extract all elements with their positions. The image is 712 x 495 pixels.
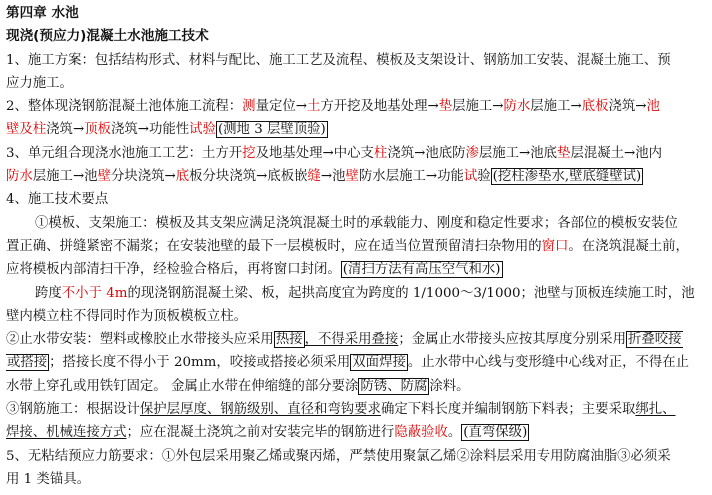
- text-segment: 。止水带中心线与变形缝中心线对正，不得在止: [407, 355, 690, 371]
- text-segment: 层混凝土→池内: [570, 145, 663, 161]
- text-segment: 2、整体现浇钢筋混凝土池体施工流程：: [6, 99, 243, 115]
- red-keyword: 试验: [189, 122, 216, 138]
- item-2-line-1: [6, 95, 706, 118]
- mnemonic-box: (挖柱渗垫水,壁底缝壁试): [492, 169, 642, 185]
- text-segment: ；搭接长度不得小于 20mm，咬接或搭接必须采用: [49, 355, 351, 371]
- item-3-line-1: [6, 142, 706, 165]
- waterstop-line-3: [6, 375, 706, 398]
- text-segment: 板分块浇筑→底板嵌: [189, 169, 308, 185]
- item-4-heading: 4、施工技术要点: [6, 192, 109, 208]
- text-segment: 层施工→池底: [478, 145, 558, 161]
- chapter-title: 第四章 水池: [6, 5, 79, 21]
- text-segment: 层施工→: [530, 99, 582, 115]
- red-keyword: 窗口: [541, 238, 569, 254]
- red-keyword: 试: [463, 169, 478, 185]
- text-segment: 浇筑→池底防: [387, 145, 466, 161]
- underlined-term: ，不得采用叠接: [304, 332, 399, 348]
- red-keyword: 壁及柱: [6, 122, 47, 138]
- red-keyword: 隐蔽验收: [394, 425, 448, 441]
- text-segment: 涂料。: [429, 378, 470, 394]
- red-keyword: 垫: [557, 145, 571, 161]
- text-segment: 量定位→: [255, 99, 307, 115]
- text-segment: 。在浇筑混凝土前，: [568, 238, 689, 254]
- red-keyword: 防水: [503, 99, 531, 115]
- red-keyword: 底板: [581, 99, 609, 115]
- rebar-line-2: [6, 421, 706, 444]
- item-1-line-2: 应力施工。: [6, 75, 73, 91]
- text-segment: 分块浇筑→: [110, 169, 176, 185]
- item-5-line-2: 用 1 类锚具。: [6, 471, 90, 487]
- formwork-line-4: [6, 282, 706, 305]
- item-3-line-2: [6, 165, 706, 188]
- text-segment: 浇筑→功能性: [110, 122, 190, 138]
- red-keyword: 垫: [438, 99, 453, 115]
- text-segment: 防水层施工→功能: [358, 169, 464, 185]
- underlined-term: 绑扎、: [635, 402, 676, 418]
- text-segment: 及地基处理→中心支: [255, 145, 374, 161]
- text-segment: ；应在混凝土浇筑之前对安装完毕的钢筋进行: [126, 425, 395, 441]
- text-segment: ②止水带安装：塑料或橡胶止水带接头应采用: [6, 332, 274, 348]
- text-segment: 确定下料长度并编制钢筋下料表；主要采取: [380, 402, 636, 418]
- item-2-line-2: [6, 118, 706, 141]
- red-keyword: 壁: [97, 169, 111, 185]
- boxed-term: 防锈、防腐: [360, 378, 428, 394]
- text-segment: 置正确、拼缝紧密不漏浆；在安装池壁的最下一层模板时，应在适当位置预留清扫杂物用的: [6, 238, 542, 254]
- text-segment: ③钢筋施工：根据设计: [6, 402, 140, 418]
- red-keyword: 不小于 4m: [61, 285, 128, 301]
- rebar-line-1: [6, 398, 706, 421]
- text-segment: 浇筑→: [46, 122, 85, 138]
- formwork-line-2: [6, 235, 706, 258]
- text-segment: 3、单元组合现浇水池施工工艺：土方开: [6, 145, 243, 161]
- text-segment: 跨度: [35, 285, 62, 301]
- red-keyword: 防水: [6, 169, 33, 185]
- boxed-term: 或搭接: [7, 355, 48, 371]
- red-keyword: 缝: [307, 169, 321, 185]
- red-keyword: 柱: [373, 145, 388, 161]
- section-title: 现浇(预应力)混凝土水池施工技术: [6, 28, 209, 45]
- waterstop-line-2: [6, 351, 706, 374]
- boxed-term: 热接: [275, 332, 303, 348]
- text-segment: 应将模板内部清扫干净，经检验合格后，再将窗口封闭。: [6, 262, 341, 278]
- text-segment: 方开挖及地基处理→: [320, 99, 439, 115]
- text-segment: 层施工→: [452, 99, 504, 115]
- item-5-line-1: 5、无粘结预应力筋要求：①外包层采用聚乙烯或聚丙烯，严禁使用聚氯乙烯②涂料层采用专用防腐油脂③必须采: [6, 448, 671, 464]
- text-segment: 浇筑→: [608, 99, 647, 115]
- formwork-line-3: [6, 258, 706, 281]
- mnemonic-box: (测地 3 层壁顶验): [217, 122, 326, 138]
- text-segment: 。: [447, 425, 462, 441]
- formwork-line-1: ①模板、支架施工：模板及其支架应满足浇筑混凝土时的承载能力、刚度和稳定性要求；各部位的模板安装位: [35, 215, 678, 231]
- waterstop-line-1: [6, 328, 706, 351]
- text-segment: 的现浇钢筋混凝土梁、板，起拱高度宜为跨度的 1/1000～3/1000；池壁与顶板连续施工时，池: [127, 285, 695, 301]
- red-keyword: 底: [175, 169, 190, 185]
- note-box: (清扫方法有高压空气和水): [342, 262, 501, 278]
- underlined-term: 焊接、机械连接方式: [6, 425, 127, 441]
- formwork-line-5: 壁内模立柱不得同时作为顶板模板立柱。: [6, 308, 248, 324]
- mnemonic-box: (直弯保级): [463, 425, 528, 441]
- text-segment: ；金属止水带接头应按其厚度分别采用: [398, 332, 626, 348]
- red-keyword: 挖: [242, 145, 256, 161]
- text-segment: 验: [477, 169, 491, 185]
- red-keyword: 渗: [465, 145, 479, 161]
- item-1-line-1: 1、施工方案：包括结构形式、材料与配比、施工工艺及流程、模板及支架设计、钢筋加工安装、混凝土施工、预: [6, 52, 671, 68]
- text-segment: 层施工→池: [32, 169, 98, 185]
- red-keyword: 土: [306, 99, 321, 115]
- red-keyword: 池: [646, 99, 660, 115]
- red-keyword: 壁: [345, 169, 359, 185]
- text-segment: →池: [320, 169, 346, 185]
- boxed-term: 折叠咬接: [627, 332, 682, 348]
- boxed-term: 双面焊接: [352, 355, 406, 371]
- underlined-term: 保护层厚度、钢筋级别、直径和弯钩要求: [139, 402, 381, 418]
- text-segment: 水带上穿孔或用铁钉固定。 金属止水带在伸缩缝的部分要涂: [6, 378, 359, 394]
- red-keyword: 顶板: [84, 122, 111, 138]
- red-keyword: 测: [242, 99, 256, 115]
